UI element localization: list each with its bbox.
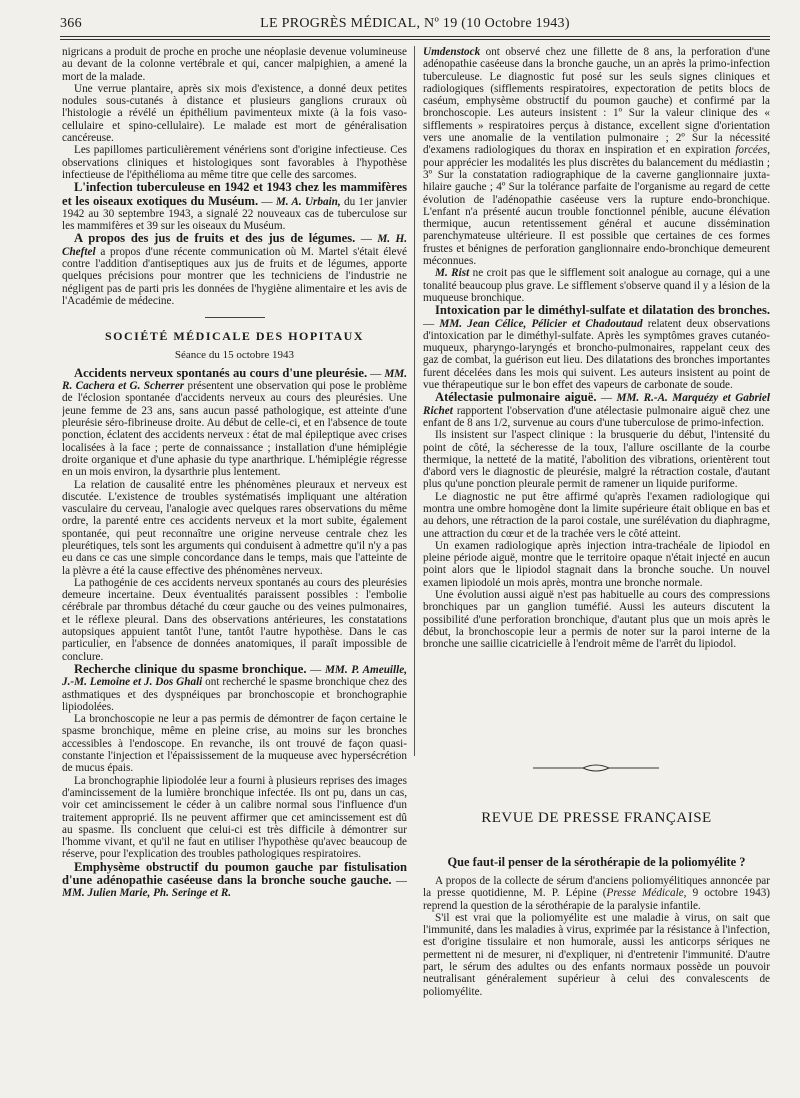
paragraph: La bronchoscopie ne leur a pas permis de démontrer de façon certaine le spasme bronchique, même en pleine crise, au moins sur les bronches accessibles à l'endoscope. En revanche, ils ont trouvé de façon quasi-constante l'injection et l'épaississement de la muqueuse avec hypersécrétion de mucus épais. (62, 713, 407, 775)
article-title: Atélectasie pulmonaire aiguë. (435, 390, 597, 405)
paragraph: Le diagnostic ne put être affirmé qu'après l'examen radiologique qui montra une ombre homogène dont la limite supérieure était oblique en bas et au dehors, une rétraction de la paroi costale, une surélévation du diaphragme, une attraction du cœur et de la trachée vers le côté atteint. (423, 490, 770, 540)
dash: — (423, 317, 435, 330)
paragraph (423, 875, 770, 912)
article-text: rapportent l'observation d'une atélectasie pulmonaire aiguë chez une enfant de 8 ans 1/2, survenue au cours d'une tuberculose de primo-infection. (423, 404, 770, 429)
article-accidents-nerveux (62, 367, 407, 479)
right-column (423, 46, 770, 758)
article-text: 9 octobre 1943) reprend la question de la sérothérapie de la paralysie infantile. (423, 887, 771, 912)
article-author: MM. P. Ameuille, J.-M. Lemoine et J. Dos Ghali (62, 663, 407, 689)
source-citation: Presse Médicale, (606, 887, 687, 900)
section-divider (205, 317, 265, 318)
article-text: ont observé chez une fillette de 8 ans, la perforation d'une adénopathie caséeuse dans la bronche gauche, un an après la primo-infection tuberculeuse. Le diagnostic fut posé sur les seuls signes cliniques et radiologiques (sifflements respiratoires, expectoration de petits blocs de caséum, emphysème obstructif du poumon gauche) et confirmé par la bronchoscopie. Les auteurs insistent : 1º Sur la valeur clinique des « sifflements » respiratoires perçus à distance, excellent signe d'orientation vers une anomalie de la ventilation pulmonaire ; 2º Sur la nécessité d'examens radiologiques du thorax en inspiration et en expiration (423, 46, 770, 157)
paragraph: La bronchographie lipiodolée leur a fourni à plusieurs reprises des images d'amincissement de la lumière bronchique infectée. Ils ont pu, dans un cas, voir cet amincissement le céder à un calibre normal sous l'influence d'un traitement approprié. Ils ne peuvent affirmer que cet amincissement est dû au spasme. Ils concluent que celui-ci est très difficile à démontrer sur l'homme vivant, et qu'il ne faut en utiliser l'hypothèse qu'avec beaucoup de réserve, pour l'explication des troubles pathologiques respiratoires. (62, 774, 407, 861)
page-number: 366 (60, 16, 82, 31)
article-text: présentent une observation qui pose le problème de l'éclosion spontanée d'accidents nerveux au cours des pleurésies. Une jeune femme de 23 ans, sans aucun passé pathologique, est atteinte d'une pleurésie séro-fibrineuse droite. Au début de celle-ci, et en l'absence de toute ponction, éclatent des accidents nerveux : état de mal épileptique avec crises localisées à la face ; perte de connaissance ; installation d'une hémiplégie droite organique et d'une aphasie du type anarthrique. L'hémiplégie régresse en un mois environ, la dysarthrie plus lentement. (62, 380, 407, 479)
article-title: Emphysème obstructif du poumon gauche par fistulisation d'une adénopathie caséeuse dans la bronche souche gauche. (62, 859, 407, 887)
article-spasme-bronchique (62, 663, 407, 713)
paragraph: La pathogénie de ces accidents nerveux spontanés au cours des pleurésies demeure incertaine. Deux éventualités paraissent possibles : l'embolie cérébrale par thrombus détaché du cœur gauche ou des veines pulmonaires, et le réflexe pleural. Dans des observations antérieures, les constatations autopsiques appuient tantôt l'une, tantôt l'autre hypothèse. Dans le cas particulier, en l'absence de données anatomiques, il paraît impossible de conclure. (62, 576, 407, 663)
article-text: A propos de la collecte de sérum d'anciens poliomyélitiques annoncée par la presse quotidienne, M. P. Lépine ( (423, 875, 770, 900)
article-title: Accidents nerveux spontanés au cours d'une pleurésie. (74, 365, 368, 380)
article-text: ne croit pas que le sifflement soit analogue au cornage, qui a une tonalité beaucoup plus grave. Le sifflement s'observe quand il y a lésion de la muqueuse bronchique. (423, 267, 770, 304)
article-author: MM. R.-A. Marquézy et Gabriel Richet (423, 392, 770, 417)
dash: — (310, 663, 322, 676)
article-author: MM. Julien Marie, Ph. Seringe et R. (62, 887, 232, 900)
paragraph: Les papillomes particulièrement vénériens sont d'origine infectieuse. Ces observations cliniques et histologiques sont favorables à l'hypothèse infectieuse de l'épithélioma au même titre que celle des sarcomes. (62, 144, 407, 181)
article-author: MM. R. Cachera et G. Scherrer (62, 367, 407, 393)
running-title: LE PROGRÈS MÉDICAL, Nº 19 (10 Octobre 1943) (260, 16, 570, 31)
article-author: M. Rist (435, 267, 470, 280)
article-title: A propos des jus de fruits et des jus de légumes. (74, 231, 356, 246)
revue-section (423, 856, 770, 998)
paragraph: S'il est vrai que la poliomyélite est une maladie à virus, on sait que l'immunité, dans les maladies à virus, exprimée par la résistance à l'infection, est d'origine tissulaire et non humorale, aussi les anticorps sériques ne permettent ni de mesurer, ni d'expliquer, ni d'entretenir l'immunité. D'autre part, le sérum des adultes ou des enfants normaux possède un pouvoir neutralisant généralement supérieur à celui des convalescents de poliomyélite. (423, 911, 770, 998)
dash: — (370, 367, 382, 380)
paragraph: La relation de causalité entre les phénomènes pleuraux et nerveux est discutée. L'existence de troubles systématisés impliquant une altération vasculaire du cerveau, l'analogie avec quelques rares observations du même ordre, la parenté entre ces accidents nerveux et la mort subite, également spontanée, qui peut reconnaître une origine nerveuse centrale chez les pleurétiques, tels sont les arguments qui conduisent à admettre qu'il n'y a pas eu dans ce cas une simple concordance dans le temps, mais que l'atteinte de la plèvre a été la cause effective des phénomènes nerveux. (62, 478, 407, 577)
article-text: ont recherché le spasme bronchique chez des asthmatiques et des dyspnéiques par bronchoscopie et bronchographie lipiodolées. (62, 676, 407, 713)
page-header (60, 14, 770, 36)
header-rule-secondary (60, 39, 770, 40)
dash: — (261, 195, 273, 208)
dash: — (600, 392, 613, 405)
article-emphyseme-continued (423, 46, 770, 267)
discussion-rist (423, 267, 770, 304)
paragraph: nigricans a produit de proche en proche une néoplasie devenue volumineuse au devant de la colonne vertébrale et qui, cancer malpighien, a amené la mort de la malade. (62, 46, 407, 83)
section-heading-revue: REVUE DE PRESSE FRANÇAISE (481, 810, 712, 826)
header-rule (60, 36, 770, 37)
dash: — (360, 233, 372, 246)
paragraph: Ils insistent sur l'aspect clinique : la brusquerie du début, l'intensité du point de côté, la sécheresse de la toux, l'allure oscillante de la courbe thermique, la netteté de la matité, l'abolition des vibrations, orientèrent tout d'abord vers le diagnostic de pleurésie, malgré la rétraction costale, d'autant plus qu'une ponction pleurale permit de ramener un liquide puriforme. (423, 429, 770, 491)
article-author: Umdenstock (423, 46, 481, 58)
article-emphyseme (62, 861, 407, 900)
dash: — (395, 875, 407, 887)
article-author: M. A. Urbain, (275, 195, 341, 208)
column-divider (414, 46, 415, 756)
article-title: Recherche clinique du spasme bronchique. (74, 661, 307, 676)
article-text: a propos d'une récente communication où M. Martel s'était élevé contre l'addition d'antiseptiques aux jus de fruits et de légumes, apporte quelques précisions pour montrer que les techniciens de l'industrie ne négligent pas de parti pris les données de l'hygiène alimentaire et les avis de l'Académie de médecine. (62, 245, 407, 307)
article-jus-de-fruits (62, 232, 407, 307)
society-heading: SOCIÉTÉ MÉDICALE DES HOPITAUX (105, 329, 364, 344)
article-text: relatent deux observations d'intoxication par le diméthyl-sulfate. Après les symptômes graves cutanéo-muqueux, pharyngo-laryngés et broncho-pulmonaires, rappelant ceux des gaz de combat, la guérison eut lieu. Des dilatations des bronches importantes furent décelées dans les mois qui suivent. Les auteurs insistent au point de vue thérapeutique sur le bon effet des vapeurs de carbonate de soude. (423, 317, 770, 392)
article-title: Que faut-il penser de la sérothérapie de la poliomyélite ? (447, 855, 746, 869)
paragraph: Un examen radiologique après injection intra-trachéale de lipiodol en pleine période aiguë, montre que le territoire opaque n'était injecté en aucun point alors que le lipiodol stagnait dans la bronche souche. Un nouvel examen lipiodolé un mois après, montra une bronche normale. (423, 539, 770, 589)
emphasis: forcées, (735, 144, 770, 157)
article-atelectasie (423, 391, 770, 429)
paragraph: Une évolution aussi aiguë n'est pas habituelle au cours des compressions bronchiques par un ganglion tuméfié. Aussi les auteurs discutent la possibilité d'une perforation bronchique, d'autant plus que un mois après le début, la bronchoscopie leur a permis de noter sur la paroi interne de la bronche une saillie cicatricielle à l'endroit même de l'arrêt du lipiodol. (423, 589, 770, 651)
article-title: Intoxication par le diméthyl-sulfate et dilatation des bronches. (435, 303, 770, 318)
article-author: M. H. Cheftel (62, 233, 407, 258)
article-text: du 1er janvier 1942 au 30 septembre 1943, a signalé 22 nouveaux cas de tuberculose sur les mammifères et 39 sur les oiseaux du Muséum. (62, 195, 407, 233)
article-text: pour apprécier les modalités les plus discrètes du balancement du médiastin ; 3º Sur la constatation radiographique de la caverne ganglionnaire juxta-hilaire gauche ; 4º Sur la tolérance parfaite de l'organisme au regard de cette évolution de l'adénopathie caséeuse vers la rupture endo-bronchique. L'enfant n'a présenté aucun trouble fonctionnel pénible, aucune élévation thermique, aucun retentissement général et aucune dissémination parenchymateuse ultérieure. Il est possible que certaines de ces formes frustes et bénignes de perforation ganglionnaire endo-bronchique demeurent méconnues. (423, 156, 770, 268)
paragraph: Une verrue plantaire, après six mois d'existence, a donné deux petites nodules sous-cutanés à distance et plusieurs ganglions cruraux où l'histologie a révélé un épithélium pavimenteux mixte (à la fois vaso-cellulaire et spino-cellulaire). Le malade est mort de généralisation cancéreuse. (62, 82, 407, 145)
session-date: Séance du 15 octobre 1943 (174, 348, 295, 361)
left-column (62, 46, 407, 1086)
ornament-divider (423, 763, 770, 773)
article-author: MM. Jean Célice, Pélicier et Chadoutaud (439, 317, 643, 330)
article-dimethyl-sulfate (423, 304, 770, 391)
article-title: L'infection tuberculeuse en 1942 et 1943 chez les mammifères et les oiseaux exotiques du Muséum. (62, 180, 407, 208)
article-tuberculose-museum (62, 181, 407, 232)
